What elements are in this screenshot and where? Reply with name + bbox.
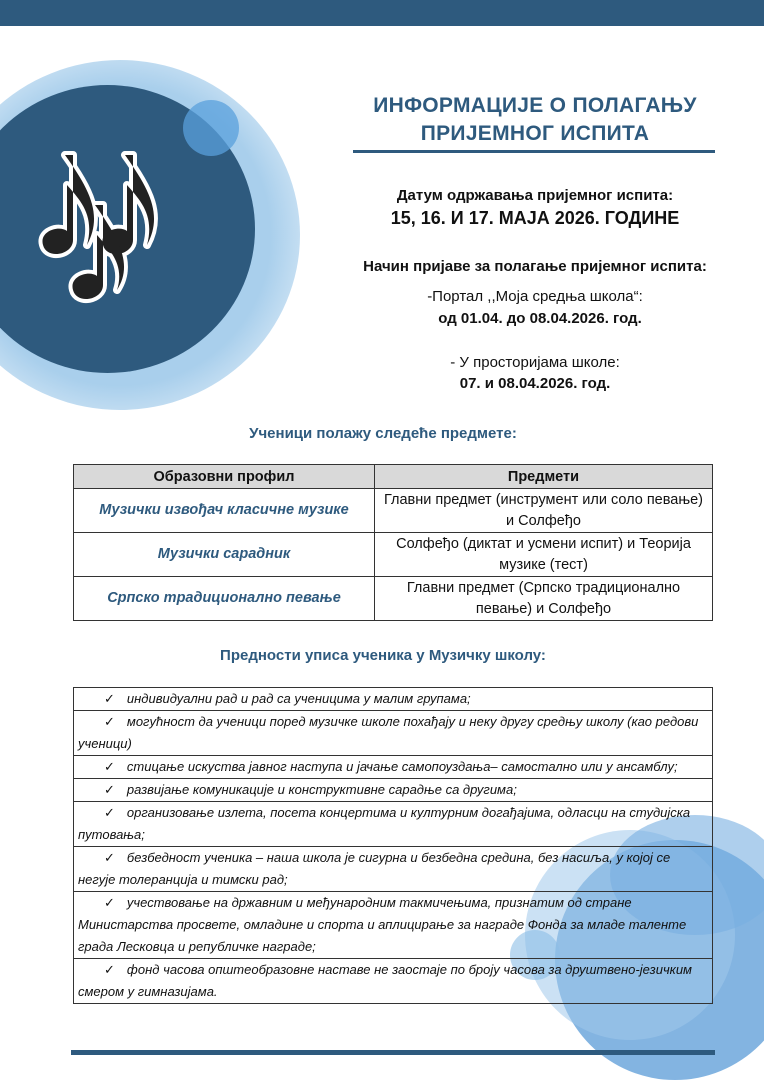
list-item bbox=[74, 688, 713, 711]
column-header-subjects: Предмети bbox=[375, 465, 713, 489]
advantage-text: могућност да ученици поред музичке школе похађају и неку другу средњу школу (као редови ученици) bbox=[78, 714, 699, 751]
advantage-text: развијање комуникације и конструктивне сарадње са другима; bbox=[126, 782, 517, 797]
advantage-cell bbox=[74, 802, 713, 847]
subjects-cell: Главни предмет (инструмент или соло певање) и Солфеђо bbox=[375, 489, 713, 533]
advantages-heading: Предности уписа ученика у Музичку школу: bbox=[220, 647, 546, 664]
portal-label: -Портал ,,Моја средња школа“: bbox=[427, 288, 643, 305]
portal-dates: од 01.04. до 08.04.2026. год. bbox=[438, 310, 642, 327]
profile-cell: Музички сарадник bbox=[74, 533, 375, 577]
advantage-text: стицање искуства јавног наступа и јачање самопоуздања– самостално или у ансамблу; bbox=[126, 759, 678, 774]
advantage-cell bbox=[74, 711, 713, 756]
list-item bbox=[74, 711, 713, 756]
profile-cell: Музички извођач класичне музике bbox=[74, 489, 375, 533]
advantage-cell bbox=[74, 688, 713, 711]
table-row bbox=[74, 489, 713, 533]
page-title bbox=[350, 92, 720, 148]
advantage-text: организовање излета, посета концертима и културним догађајима, одласци на студијска путовања; bbox=[78, 805, 691, 842]
list-item bbox=[74, 779, 713, 802]
top-bar bbox=[0, 0, 764, 26]
exam-date-label: Датум одржавања пријемног испита: bbox=[396, 187, 674, 204]
subjects-cell: Солфеђо (диктат и усмени испит) и Теорија музике (тест) bbox=[375, 533, 713, 577]
advantage-text: индивидуални рад и рад са ученицима у малим групама; bbox=[126, 691, 471, 706]
list-item bbox=[74, 802, 713, 847]
column-header-profile: Образовни профил bbox=[74, 465, 375, 489]
title-underline bbox=[353, 150, 715, 153]
advantage-cell bbox=[74, 959, 713, 1004]
check-icon: ✓ bbox=[104, 759, 115, 774]
check-icon: ✓ bbox=[104, 962, 115, 977]
profile-cell: Српско традиционално певање bbox=[74, 577, 375, 621]
advantage-cell bbox=[74, 756, 713, 779]
check-icon: ✓ bbox=[104, 714, 115, 729]
check-icon: ✓ bbox=[104, 805, 115, 820]
advantage-text: безбедност ученика – наша школа је сигурна и безбедна средина, без насиља, у којој се негује толеранција и тимски рад; bbox=[78, 850, 671, 887]
advantages-table bbox=[73, 687, 713, 1004]
bottom-bar bbox=[71, 1050, 715, 1055]
title-line-2: ПРИЈЕМНОГ ИСПИТА bbox=[420, 122, 650, 145]
check-icon: ✓ bbox=[104, 850, 115, 865]
list-item bbox=[74, 892, 713, 959]
music-notes-icon bbox=[25, 145, 195, 315]
advantage-cell bbox=[74, 892, 713, 959]
check-icon: ✓ bbox=[104, 691, 115, 706]
title-line-1: ИНФОРМАЦИЈЕ О ПОЛАГАЊУ bbox=[373, 94, 697, 117]
subjects-cell: Главни предмет (Српско традиционално певање) и Солфеђо bbox=[375, 577, 713, 621]
advantage-text: учествовање на државним и међународним такмичењима, признатим од стране Министарства просвете, омладине и спорта и аплицирање за награде Фонда за младе таленте града Лесковца и републичке награде; bbox=[78, 895, 687, 954]
table-header-row bbox=[74, 465, 713, 489]
list-item bbox=[74, 959, 713, 1004]
check-icon: ✓ bbox=[104, 895, 115, 910]
list-item bbox=[74, 756, 713, 779]
exam-date-value: 15, 16. И 17. МАЈА 2026. ГОДИНЕ bbox=[390, 208, 680, 228]
check-icon: ✓ bbox=[104, 782, 115, 797]
advantage-cell bbox=[74, 847, 713, 892]
school-label: - У просторијама школе: bbox=[450, 354, 620, 371]
advantage-cell bbox=[74, 779, 713, 802]
list-item bbox=[74, 847, 713, 892]
table-row bbox=[74, 533, 713, 577]
table-row bbox=[74, 577, 713, 621]
school-dates: 07. и 08.04.2026. год. bbox=[459, 375, 611, 392]
subjects-heading: Ученици полажу следеће предмете: bbox=[249, 425, 517, 442]
advantage-text: фонд часова општеобразовне наставе не заостаје по броју часова за друштвено-језичким смером у гимназијама. bbox=[78, 962, 692, 999]
registration-label: Начин пријаве за полагање пријемног испита: bbox=[363, 258, 707, 275]
subjects-table bbox=[73, 464, 713, 621]
